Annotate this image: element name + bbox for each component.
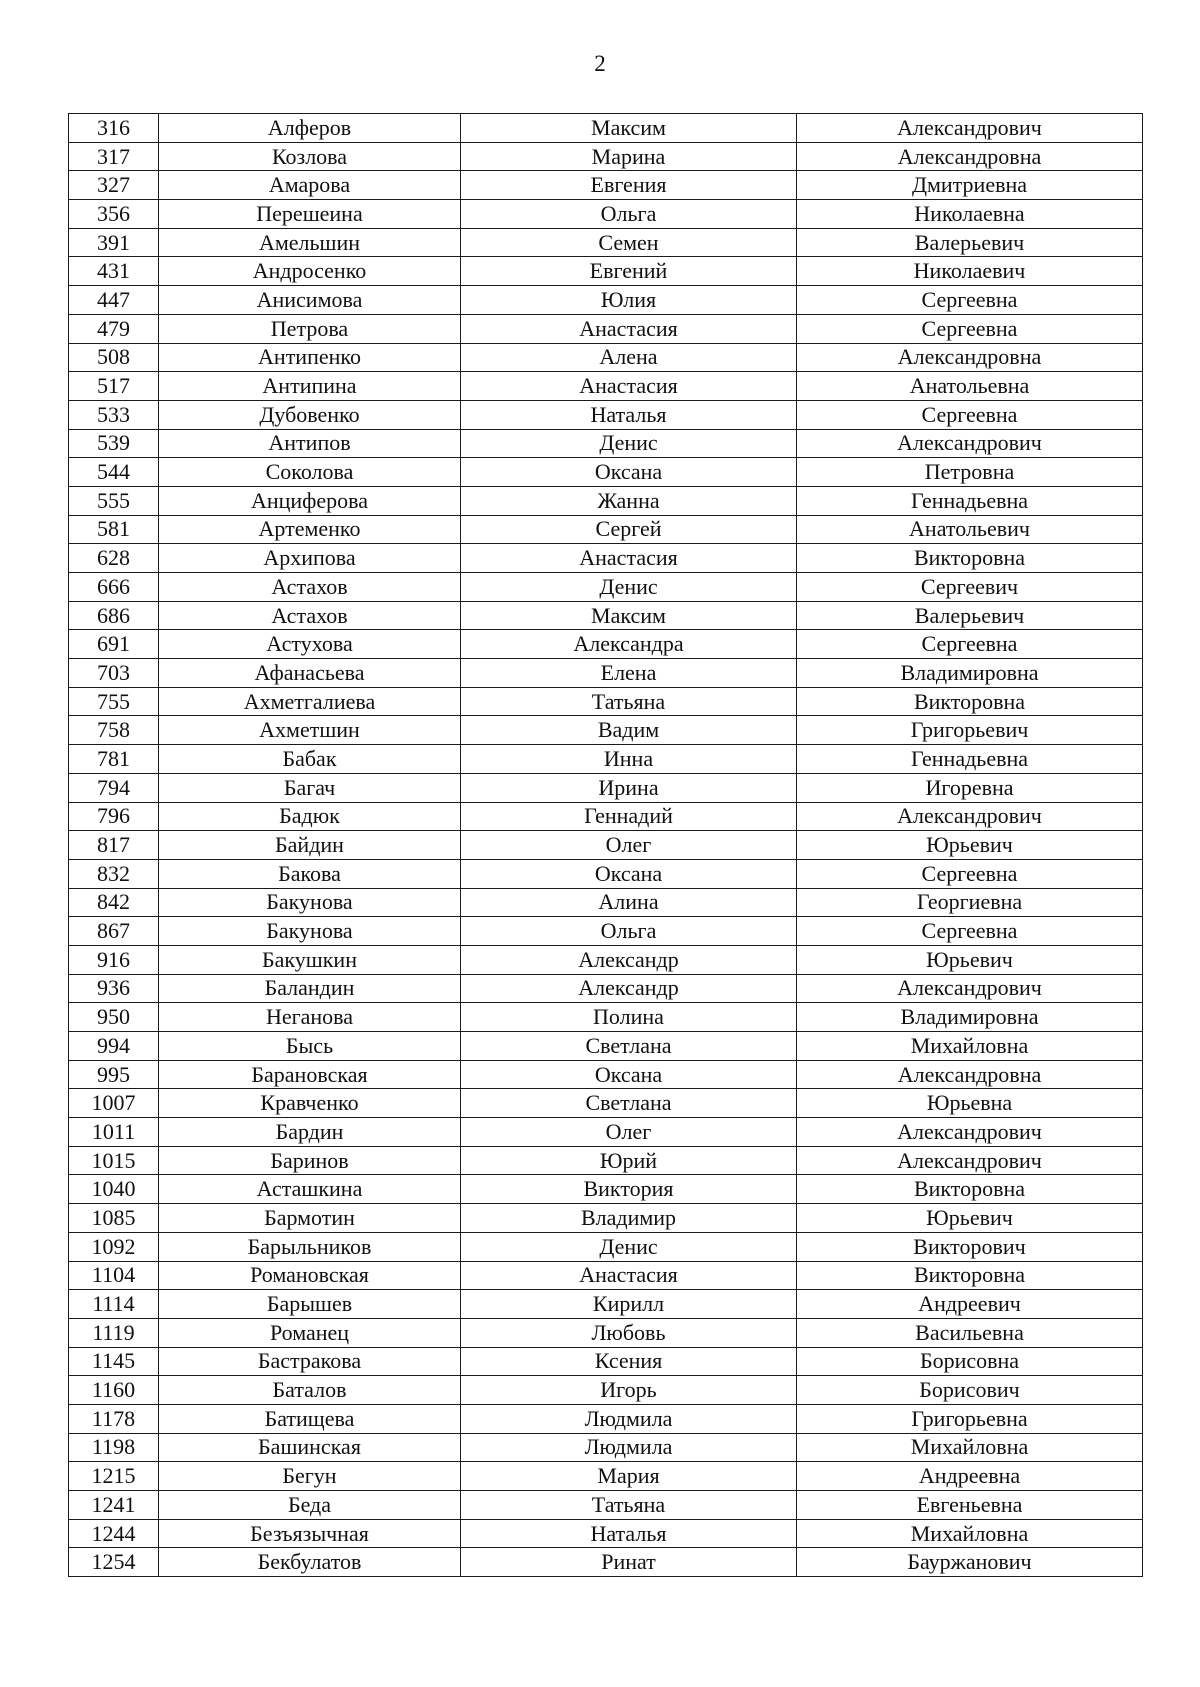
record-number-cell: 316 bbox=[69, 114, 159, 143]
first-name-cell: Кирилл bbox=[461, 1290, 797, 1319]
first-name-cell: Светлана bbox=[461, 1032, 797, 1061]
patronymic-cell: Валерьевич bbox=[797, 228, 1143, 257]
record-number-cell: 533 bbox=[69, 400, 159, 429]
patronymic-cell: Михайловна bbox=[797, 1519, 1143, 1548]
record-number-cell: 581 bbox=[69, 515, 159, 544]
patronymic-cell: Александрович bbox=[797, 114, 1143, 143]
table-row bbox=[69, 974, 1143, 1003]
table-row bbox=[69, 114, 1143, 143]
last-name-cell: Бегун bbox=[159, 1462, 461, 1491]
last-name-cell: Романовская bbox=[159, 1261, 461, 1290]
record-number-cell: 1015 bbox=[69, 1146, 159, 1175]
first-name-cell: Людмила bbox=[461, 1404, 797, 1433]
last-name-cell: Бабак bbox=[159, 745, 461, 774]
table-row bbox=[69, 601, 1143, 630]
first-name-cell: Сергей bbox=[461, 515, 797, 544]
first-name-cell: Виктория bbox=[461, 1175, 797, 1204]
patronymic-cell: Григорьевна bbox=[797, 1404, 1143, 1433]
record-number-cell: 356 bbox=[69, 200, 159, 229]
patronymic-cell: Евгеньевна bbox=[797, 1491, 1143, 1520]
first-name-cell: Ринат bbox=[461, 1548, 797, 1577]
table-row bbox=[69, 1462, 1143, 1491]
last-name-cell: Бакова bbox=[159, 859, 461, 888]
patronymic-cell: Анатольевна bbox=[797, 372, 1143, 401]
record-number-cell: 781 bbox=[69, 745, 159, 774]
first-name-cell: Вадим bbox=[461, 716, 797, 745]
table-row bbox=[69, 257, 1143, 286]
table-row bbox=[69, 745, 1143, 774]
last-name-cell: Алферов bbox=[159, 114, 461, 143]
last-name-cell: Ахметшин bbox=[159, 716, 461, 745]
patronymic-cell: Викторовна bbox=[797, 687, 1143, 716]
first-name-cell: Владимир bbox=[461, 1204, 797, 1233]
record-number-cell: 1160 bbox=[69, 1376, 159, 1405]
record-number-cell: 391 bbox=[69, 228, 159, 257]
record-number-cell: 867 bbox=[69, 917, 159, 946]
first-name-cell: Марина bbox=[461, 142, 797, 171]
table-row bbox=[69, 659, 1143, 688]
table-row bbox=[69, 1290, 1143, 1319]
first-name-cell: Алина bbox=[461, 888, 797, 917]
table-row bbox=[69, 1204, 1143, 1233]
first-name-cell: Любовь bbox=[461, 1318, 797, 1347]
last-name-cell: Антипенко bbox=[159, 343, 461, 372]
table-row bbox=[69, 1347, 1143, 1376]
patronymic-cell: Александровна bbox=[797, 343, 1143, 372]
table-row bbox=[69, 142, 1143, 171]
record-number-cell: 691 bbox=[69, 630, 159, 659]
last-name-cell: Андросенко bbox=[159, 257, 461, 286]
patronymic-cell: Юрьевна bbox=[797, 1089, 1143, 1118]
patronymic-cell: Александрович bbox=[797, 429, 1143, 458]
patronymic-cell: Александрович bbox=[797, 974, 1143, 1003]
record-number-cell: 832 bbox=[69, 859, 159, 888]
patronymic-cell: Андреевна bbox=[797, 1462, 1143, 1491]
record-number-cell: 842 bbox=[69, 888, 159, 917]
last-name-cell: Барыльников bbox=[159, 1232, 461, 1261]
last-name-cell: Дубовенко bbox=[159, 400, 461, 429]
record-number-cell: 686 bbox=[69, 601, 159, 630]
last-name-cell: Кравченко bbox=[159, 1089, 461, 1118]
first-name-cell: Анастасия bbox=[461, 544, 797, 573]
table-row bbox=[69, 1032, 1143, 1061]
patronymic-cell: Бауржанович bbox=[797, 1548, 1143, 1577]
record-number-cell: 936 bbox=[69, 974, 159, 1003]
table-row bbox=[69, 802, 1143, 831]
first-name-cell: Игорь bbox=[461, 1376, 797, 1405]
record-number-cell: 1092 bbox=[69, 1232, 159, 1261]
first-name-cell: Евгений bbox=[461, 257, 797, 286]
record-number-cell: 1085 bbox=[69, 1204, 159, 1233]
last-name-cell: Батищева bbox=[159, 1404, 461, 1433]
first-name-cell: Максим bbox=[461, 114, 797, 143]
first-name-cell: Олег bbox=[461, 1118, 797, 1147]
last-name-cell: Бармотин bbox=[159, 1204, 461, 1233]
last-name-cell: Архипова bbox=[159, 544, 461, 573]
record-number-cell: 431 bbox=[69, 257, 159, 286]
patronymic-cell: Владимировна bbox=[797, 659, 1143, 688]
patronymic-cell: Григорьевич bbox=[797, 716, 1143, 745]
first-name-cell: Денис bbox=[461, 429, 797, 458]
first-name-cell: Ксения bbox=[461, 1347, 797, 1376]
record-number-cell: 1119 bbox=[69, 1318, 159, 1347]
patronymic-cell: Викторовна bbox=[797, 1175, 1143, 1204]
last-name-cell: Бакунова bbox=[159, 917, 461, 946]
table-row bbox=[69, 286, 1143, 315]
first-name-cell: Светлана bbox=[461, 1089, 797, 1118]
table-row bbox=[69, 573, 1143, 602]
first-name-cell: Анастасия bbox=[461, 1261, 797, 1290]
table-row bbox=[69, 1146, 1143, 1175]
last-name-cell: Башинская bbox=[159, 1433, 461, 1462]
table-row bbox=[69, 1089, 1143, 1118]
roster-table bbox=[68, 113, 1143, 1577]
record-number-cell: 817 bbox=[69, 831, 159, 860]
patronymic-cell: Николаевна bbox=[797, 200, 1143, 229]
record-number-cell: 1040 bbox=[69, 1175, 159, 1204]
first-name-cell: Оксана bbox=[461, 458, 797, 487]
patronymic-cell: Сергеевна bbox=[797, 630, 1143, 659]
last-name-cell: Анисимова bbox=[159, 286, 461, 315]
record-number-cell: 317 bbox=[69, 142, 159, 171]
last-name-cell: Барышев bbox=[159, 1290, 461, 1319]
last-name-cell: Астухова bbox=[159, 630, 461, 659]
table-row bbox=[69, 171, 1143, 200]
patronymic-cell: Георгиевна bbox=[797, 888, 1143, 917]
patronymic-cell: Александровна bbox=[797, 1060, 1143, 1089]
last-name-cell: Бысь bbox=[159, 1032, 461, 1061]
last-name-cell: Петрова bbox=[159, 314, 461, 343]
patronymic-cell: Игоревна bbox=[797, 773, 1143, 802]
last-name-cell: Соколова bbox=[159, 458, 461, 487]
patronymic-cell: Викторовна bbox=[797, 544, 1143, 573]
record-number-cell: 539 bbox=[69, 429, 159, 458]
record-number-cell: 1114 bbox=[69, 1290, 159, 1319]
table-row bbox=[69, 1118, 1143, 1147]
table-row bbox=[69, 372, 1143, 401]
table-row bbox=[69, 1548, 1143, 1577]
first-name-cell: Оксана bbox=[461, 859, 797, 888]
first-name-cell: Людмила bbox=[461, 1433, 797, 1462]
table-row bbox=[69, 859, 1143, 888]
first-name-cell: Татьяна bbox=[461, 1491, 797, 1520]
last-name-cell: Барановская bbox=[159, 1060, 461, 1089]
patronymic-cell: Борисович bbox=[797, 1376, 1143, 1405]
record-number-cell: 1011 bbox=[69, 1118, 159, 1147]
table-row bbox=[69, 716, 1143, 745]
record-number-cell: 994 bbox=[69, 1032, 159, 1061]
first-name-cell: Ирина bbox=[461, 773, 797, 802]
first-name-cell: Денис bbox=[461, 573, 797, 602]
table-row bbox=[69, 228, 1143, 257]
table-row bbox=[69, 888, 1143, 917]
record-number-cell: 517 bbox=[69, 372, 159, 401]
first-name-cell: Ольга bbox=[461, 917, 797, 946]
last-name-cell: Баринов bbox=[159, 1146, 461, 1175]
record-number-cell: 327 bbox=[69, 171, 159, 200]
table-row bbox=[69, 1003, 1143, 1032]
table-row bbox=[69, 1376, 1143, 1405]
page-number: 2 bbox=[594, 51, 606, 76]
first-name-cell: Семен bbox=[461, 228, 797, 257]
table-row bbox=[69, 773, 1143, 802]
record-number-cell: 555 bbox=[69, 486, 159, 515]
first-name-cell: Олег bbox=[461, 831, 797, 860]
first-name-cell: Александра bbox=[461, 630, 797, 659]
patronymic-cell: Сергеевна bbox=[797, 400, 1143, 429]
record-number-cell: 1145 bbox=[69, 1347, 159, 1376]
record-number-cell: 666 bbox=[69, 573, 159, 602]
first-name-cell: Юрий bbox=[461, 1146, 797, 1175]
record-number-cell: 479 bbox=[69, 314, 159, 343]
first-name-cell: Елена bbox=[461, 659, 797, 688]
patronymic-cell: Дмитриевна bbox=[797, 171, 1143, 200]
table-row bbox=[69, 831, 1143, 860]
first-name-cell: Инна bbox=[461, 745, 797, 774]
first-name-cell: Ольга bbox=[461, 200, 797, 229]
table-row bbox=[69, 1433, 1143, 1462]
first-name-cell: Алена bbox=[461, 343, 797, 372]
patronymic-cell: Михайловна bbox=[797, 1032, 1143, 1061]
table-row bbox=[69, 343, 1143, 372]
first-name-cell: Анастасия bbox=[461, 314, 797, 343]
patronymic-cell: Сергеевич bbox=[797, 573, 1143, 602]
record-number-cell: 1104 bbox=[69, 1261, 159, 1290]
last-name-cell: Астахов bbox=[159, 573, 461, 602]
table-row bbox=[69, 1175, 1143, 1204]
first-name-cell: Александр bbox=[461, 945, 797, 974]
last-name-cell: Беда bbox=[159, 1491, 461, 1520]
last-name-cell: Афанасьева bbox=[159, 659, 461, 688]
last-name-cell: Бекбулатов bbox=[159, 1548, 461, 1577]
record-number-cell: 1244 bbox=[69, 1519, 159, 1548]
last-name-cell: Амельшин bbox=[159, 228, 461, 257]
last-name-cell: Баталов bbox=[159, 1376, 461, 1405]
table-row bbox=[69, 630, 1143, 659]
patronymic-cell: Петровна bbox=[797, 458, 1143, 487]
last-name-cell: Антипов bbox=[159, 429, 461, 458]
record-number-cell: 1198 bbox=[69, 1433, 159, 1462]
record-number-cell: 796 bbox=[69, 802, 159, 831]
record-number-cell: 755 bbox=[69, 687, 159, 716]
record-number-cell: 1215 bbox=[69, 1462, 159, 1491]
record-number-cell: 758 bbox=[69, 716, 159, 745]
first-name-cell: Оксана bbox=[461, 1060, 797, 1089]
record-number-cell: 508 bbox=[69, 343, 159, 372]
table-row bbox=[69, 945, 1143, 974]
first-name-cell: Денис bbox=[461, 1232, 797, 1261]
last-name-cell: Асташкина bbox=[159, 1175, 461, 1204]
last-name-cell: Перешеина bbox=[159, 200, 461, 229]
patronymic-cell: Юрьевич bbox=[797, 831, 1143, 860]
patronymic-cell: Михайловна bbox=[797, 1433, 1143, 1462]
patronymic-cell: Андреевич bbox=[797, 1290, 1143, 1319]
patronymic-cell: Александровна bbox=[797, 142, 1143, 171]
first-name-cell: Жанна bbox=[461, 486, 797, 515]
table-row bbox=[69, 917, 1143, 946]
record-number-cell: 1254 bbox=[69, 1548, 159, 1577]
last-name-cell: Бастракова bbox=[159, 1347, 461, 1376]
last-name-cell: Астахов bbox=[159, 601, 461, 630]
last-name-cell: Бардин bbox=[159, 1118, 461, 1147]
record-number-cell: 950 bbox=[69, 1003, 159, 1032]
record-number-cell: 447 bbox=[69, 286, 159, 315]
patronymic-cell: Сергеевна bbox=[797, 859, 1143, 888]
first-name-cell: Максим bbox=[461, 601, 797, 630]
first-name-cell: Мария bbox=[461, 1462, 797, 1491]
first-name-cell: Александр bbox=[461, 974, 797, 1003]
table-row bbox=[69, 200, 1143, 229]
last-name-cell: Козлова bbox=[159, 142, 461, 171]
table-row bbox=[69, 1519, 1143, 1548]
patronymic-cell: Викторович bbox=[797, 1232, 1143, 1261]
first-name-cell: Татьяна bbox=[461, 687, 797, 716]
record-number-cell: 703 bbox=[69, 659, 159, 688]
table-row bbox=[69, 515, 1143, 544]
record-number-cell: 995 bbox=[69, 1060, 159, 1089]
first-name-cell: Наталья bbox=[461, 400, 797, 429]
patronymic-cell: Юрьевич bbox=[797, 945, 1143, 974]
last-name-cell: Байдин bbox=[159, 831, 461, 860]
patronymic-cell: Александрович bbox=[797, 1146, 1143, 1175]
table-row bbox=[69, 400, 1143, 429]
record-number-cell: 916 bbox=[69, 945, 159, 974]
patronymic-cell: Геннадьевна bbox=[797, 745, 1143, 774]
patronymic-cell: Александрович bbox=[797, 1118, 1143, 1147]
table-row bbox=[69, 1232, 1143, 1261]
table-row bbox=[69, 1404, 1143, 1433]
record-number-cell: 1007 bbox=[69, 1089, 159, 1118]
record-number-cell: 628 bbox=[69, 544, 159, 573]
table-row bbox=[69, 429, 1143, 458]
first-name-cell: Наталья bbox=[461, 1519, 797, 1548]
record-number-cell: 794 bbox=[69, 773, 159, 802]
table-row bbox=[69, 1318, 1143, 1347]
patronymic-cell: Викторовна bbox=[797, 1261, 1143, 1290]
table-row bbox=[69, 1261, 1143, 1290]
patronymic-cell: Анатольевич bbox=[797, 515, 1143, 544]
patronymic-cell: Борисовна bbox=[797, 1347, 1143, 1376]
record-number-cell: 1241 bbox=[69, 1491, 159, 1520]
last-name-cell: Багач bbox=[159, 773, 461, 802]
last-name-cell: Романец bbox=[159, 1318, 461, 1347]
table-row bbox=[69, 314, 1143, 343]
table-row bbox=[69, 544, 1143, 573]
record-number-cell: 1178 bbox=[69, 1404, 159, 1433]
last-name-cell: Неганова bbox=[159, 1003, 461, 1032]
patronymic-cell: Валерьевич bbox=[797, 601, 1143, 630]
last-name-cell: Ахметгалиева bbox=[159, 687, 461, 716]
patronymic-cell: Сергеевна bbox=[797, 917, 1143, 946]
patronymic-cell: Сергеевна bbox=[797, 286, 1143, 315]
last-name-cell: Амарова bbox=[159, 171, 461, 200]
first-name-cell: Юлия bbox=[461, 286, 797, 315]
table-row bbox=[69, 1060, 1143, 1089]
patronymic-cell: Николаевич bbox=[797, 257, 1143, 286]
first-name-cell: Анастасия bbox=[461, 372, 797, 401]
last-name-cell: Артеменко bbox=[159, 515, 461, 544]
patronymic-cell: Васильевна bbox=[797, 1318, 1143, 1347]
patronymic-cell: Геннадьевна bbox=[797, 486, 1143, 515]
record-number-cell: 544 bbox=[69, 458, 159, 487]
patronymic-cell: Владимировна bbox=[797, 1003, 1143, 1032]
table-row bbox=[69, 458, 1143, 487]
table-row bbox=[69, 687, 1143, 716]
patronymic-cell: Юрьевич bbox=[797, 1204, 1143, 1233]
patronymic-cell: Александрович bbox=[797, 802, 1143, 831]
first-name-cell: Геннадий bbox=[461, 802, 797, 831]
table-row bbox=[69, 1491, 1143, 1520]
last-name-cell: Бакунова bbox=[159, 888, 461, 917]
patronymic-cell: Сергеевна bbox=[797, 314, 1143, 343]
last-name-cell: Анциферова bbox=[159, 486, 461, 515]
last-name-cell: Баландин bbox=[159, 974, 461, 1003]
first-name-cell: Евгения bbox=[461, 171, 797, 200]
first-name-cell: Полина bbox=[461, 1003, 797, 1032]
table-row bbox=[69, 486, 1143, 515]
last-name-cell: Безъязычная bbox=[159, 1519, 461, 1548]
last-name-cell: Бакушкин bbox=[159, 945, 461, 974]
last-name-cell: Бадюк bbox=[159, 802, 461, 831]
roster-table-body bbox=[69, 114, 1143, 1577]
last-name-cell: Антипина bbox=[159, 372, 461, 401]
